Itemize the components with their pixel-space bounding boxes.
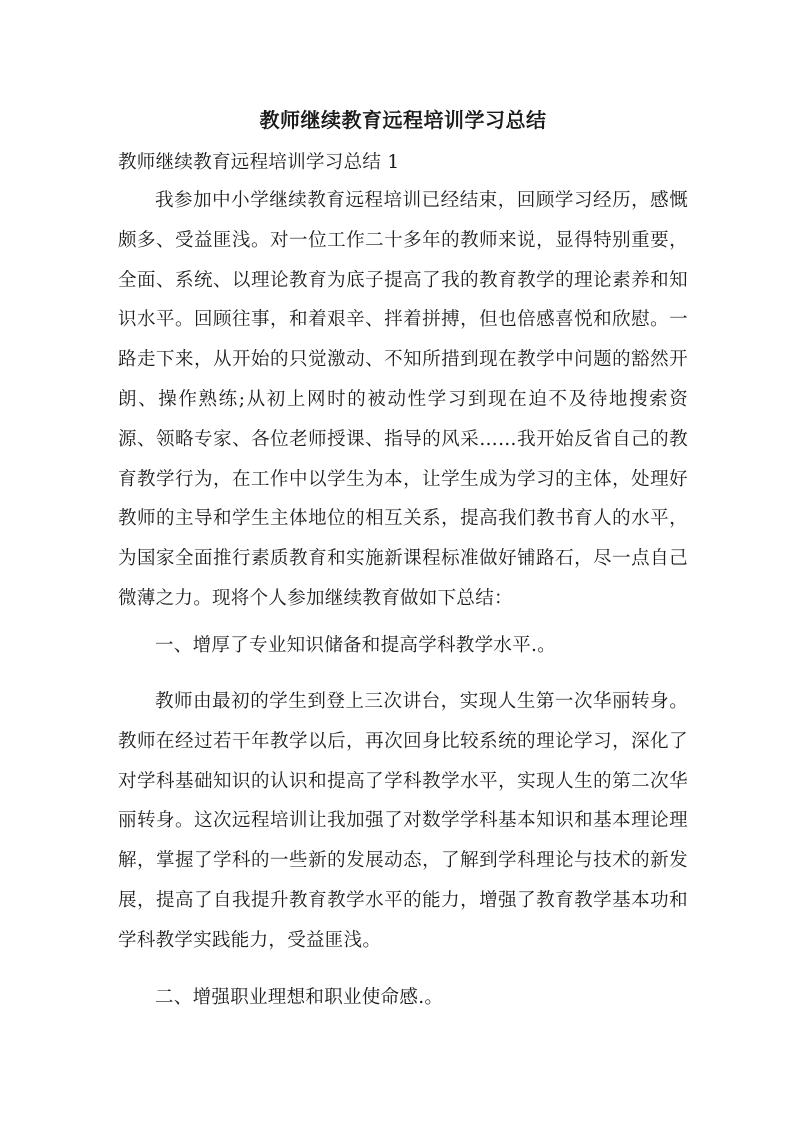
paragraph-intro: 我参加中小学继续教育远程培训已经结束，回顾学习经历，感慨颇多、受益匪浅。对一位工作二十多年的教师来说，显得特别重要，全面、系统、以理论教育为底子提高了我的教育教学的理论素养和知识水平。回顾往事，和着艰辛、拌着拼搏，但也倍感喜悦和欣慰。一路走下来，从开始的只觉激动、不知所措到现在教学中问题的豁然开朗、操作熟练;从初上网时的被动性学习到现在迫不及待地搜索资源、领略专家、各位老师授课、指导的风采……我开始反省自己的教育教学行为，在工作中以学生为本，让学生成为学习的主体，处理好教师的主导和学生主体地位的相互关系，提高我们教书育人的水平，为国家全面推行素质教育和实施新课程标准做好铺路石，尽一点自己微薄之力。现将个人参加继续教育做如下总结： bbox=[118, 190, 688, 609]
paragraph-section-1: 教师由最初的学生到登上三次讲台，实现人生第一次华丽转身。教师在经过若干年教学以后，再次回身比较系统的理论学习，深化了对学科基础知识的认识和提高了学科教学水平，实现人生的第二次华丽转身。这次远程培训让我加强了对数学学科基本知识和基本理论理解，掌握了学科的一些新的发展动态，了解到学科理论与技术的新发展，提高了自我提升教育教学水平的能力，增强了教育教学基本功和学科教学实践能力，受益匪浅。 bbox=[118, 691, 688, 951]
section-heading-1: 一、增厚了专业知识储备和提高学科教学水平.。 bbox=[155, 635, 556, 656]
document-subtitle: 教师继续教育远程培训学习总结 1 bbox=[118, 152, 400, 173]
document-title: 教师继续教育远程培训学习总结 bbox=[259, 108, 547, 132]
section-heading-2: 二、增强职业理想和职业使命感.。 bbox=[155, 987, 444, 1008]
